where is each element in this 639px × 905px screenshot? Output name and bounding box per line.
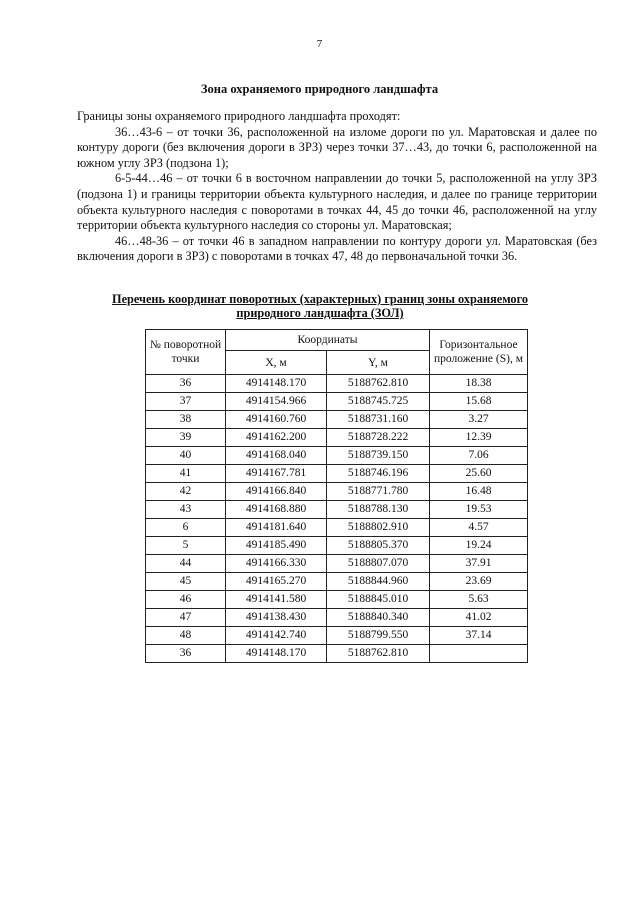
cell-distance: 37.91 bbox=[430, 555, 528, 573]
cell-distance: 15.68 bbox=[430, 393, 528, 411]
table-row bbox=[146, 627, 528, 645]
cell-distance: 19.24 bbox=[430, 537, 528, 555]
cell-x: 4914141.580 bbox=[226, 591, 327, 609]
cell-y: 5188771.780 bbox=[327, 483, 430, 501]
table-row bbox=[146, 465, 528, 483]
cell-x: 4914181.640 bbox=[226, 519, 327, 537]
table-title-line-1: Перечень координат поворотных (характерных) границ зоны охраняемого bbox=[112, 292, 528, 306]
page-number: 7 bbox=[316, 38, 323, 50]
table-row bbox=[146, 609, 528, 627]
cell-point: 40 bbox=[146, 447, 226, 465]
cell-y: 5188762.810 bbox=[327, 375, 430, 393]
cell-distance: 18.38 bbox=[430, 375, 528, 393]
cell-distance: 25.60 bbox=[430, 465, 528, 483]
cell-y: 5188805.370 bbox=[327, 537, 430, 555]
cell-distance: 23.69 bbox=[430, 573, 528, 591]
cell-x: 4914148.170 bbox=[226, 375, 327, 393]
cell-distance: 7.06 bbox=[430, 447, 528, 465]
paragraph-intro: Границы зоны охраняемого природного ландшафта проходят: bbox=[77, 109, 401, 123]
cell-y: 5188807.070 bbox=[327, 555, 430, 573]
table-row bbox=[146, 375, 528, 393]
body-text bbox=[77, 109, 597, 265]
table-row bbox=[146, 501, 528, 519]
cell-x: 4914167.781 bbox=[226, 465, 327, 483]
header-y: Y, м bbox=[327, 351, 430, 375]
cell-y: 5188728.222 bbox=[327, 429, 430, 447]
cell-x: 4914166.330 bbox=[226, 555, 327, 573]
cell-x: 4914166.840 bbox=[226, 483, 327, 501]
cell-distance: 12.39 bbox=[430, 429, 528, 447]
cell-point: 44 bbox=[146, 555, 226, 573]
cell-x: 4914168.040 bbox=[226, 447, 327, 465]
table-body bbox=[146, 375, 528, 663]
cell-point: 6 bbox=[146, 519, 226, 537]
cell-y: 5188799.550 bbox=[327, 627, 430, 645]
cell-point: 42 bbox=[146, 483, 226, 501]
cell-distance: 3.27 bbox=[430, 411, 528, 429]
cell-y: 5188802.910 bbox=[327, 519, 430, 537]
table-row bbox=[146, 591, 528, 609]
cell-distance: 4.57 bbox=[430, 519, 528, 537]
cell-y: 5188788.130 bbox=[327, 501, 430, 519]
section-heading: Зона охраняемого природного ландшафта bbox=[200, 82, 439, 96]
cell-point: 39 bbox=[146, 429, 226, 447]
table-row bbox=[146, 393, 528, 411]
cell-point: 38 bbox=[146, 411, 226, 429]
table-row bbox=[146, 411, 528, 429]
header-x: X, м bbox=[226, 351, 327, 375]
cell-x: 4914168.880 bbox=[226, 501, 327, 519]
cell-point: 45 bbox=[146, 573, 226, 591]
cell-x: 4914142.740 bbox=[226, 627, 327, 645]
table-row bbox=[146, 483, 528, 501]
cell-distance: 37.14 bbox=[430, 627, 528, 645]
cell-distance: 5.63 bbox=[430, 591, 528, 609]
table-row bbox=[146, 429, 528, 447]
paragraph-segment-36-43-6: 36…43-6 – от точки 36, расположенной на изломе дороги по ул. Маратовская и далее по контуру дороги (без включения дороги в ЗРЗ) через точки 37…43, до точки 6, расположенной на южном углу ЗРЗ (подзона 1); bbox=[77, 124, 597, 170]
cell-point: 43 bbox=[146, 501, 226, 519]
cell-distance: 19.53 bbox=[430, 501, 528, 519]
cell-y: 5188746.196 bbox=[327, 465, 430, 483]
cell-point: 48 bbox=[146, 627, 226, 645]
cell-x: 4914185.490 bbox=[226, 537, 327, 555]
table-row bbox=[146, 573, 528, 591]
cell-distance bbox=[430, 645, 528, 663]
cell-y: 5188840.340 bbox=[327, 609, 430, 627]
table-row bbox=[146, 645, 528, 663]
cell-point: 46 bbox=[146, 591, 226, 609]
cell-distance: 41.02 bbox=[430, 609, 528, 627]
table-title bbox=[90, 292, 550, 320]
cell-y: 5188745.725 bbox=[327, 393, 430, 411]
cell-y: 5188739.150 bbox=[327, 447, 430, 465]
cell-point: 36 bbox=[146, 375, 226, 393]
cell-x: 4914148.170 bbox=[226, 645, 327, 663]
cell-x: 4914165.270 bbox=[226, 573, 327, 591]
cell-distance: 16.48 bbox=[430, 483, 528, 501]
header-point-number: № поворотной точки bbox=[146, 330, 226, 375]
cell-point: 37 bbox=[146, 393, 226, 411]
cell-y: 5188762.810 bbox=[327, 645, 430, 663]
table-row bbox=[146, 447, 528, 465]
cell-point: 36 bbox=[146, 645, 226, 663]
table-row bbox=[146, 555, 528, 573]
cell-point: 47 bbox=[146, 609, 226, 627]
cell-x: 4914154.966 bbox=[226, 393, 327, 411]
table-row bbox=[146, 519, 528, 537]
table-title-line-2: природного ландшафта (ЗОЛ) bbox=[236, 306, 404, 320]
cell-x: 4914160.760 bbox=[226, 411, 327, 429]
header-coordinates: Координаты bbox=[226, 330, 430, 351]
cell-x: 4914138.430 bbox=[226, 609, 327, 627]
cell-point: 41 bbox=[146, 465, 226, 483]
header-horizontal-distance: Горизонтальное проложение (S), м bbox=[430, 330, 528, 375]
paragraph-segment-46-48-36: 46…48-36 – от точки 46 в западном направлении по контуру дороги ул. Маратовская (без включения дороги в ЗРЗ) с поворотами в точках 47, 48 до первоначальной точки 36. bbox=[77, 233, 597, 264]
cell-y: 5188731.160 bbox=[327, 411, 430, 429]
paragraph-segment-6-5-44-46: 6-5-44…46 – от точки 6 в восточном направлении до точки 5, расположенной на углу ЗРЗ (подзона 1) и границы территории объекта культурного наследия, и далее по границе территории объекта культурного наследия с поворотами в точках 44, 45 до точки 46, расположенной на углу территории объекта культурного наследия со стороны ул. Маратовская; bbox=[77, 171, 597, 233]
cell-y: 5188844.960 bbox=[327, 573, 430, 591]
cell-x: 4914162.200 bbox=[226, 429, 327, 447]
table-row bbox=[146, 537, 528, 555]
cell-y: 5188845.010 bbox=[327, 591, 430, 609]
cell-point: 5 bbox=[146, 537, 226, 555]
coordinates-table bbox=[145, 329, 528, 663]
